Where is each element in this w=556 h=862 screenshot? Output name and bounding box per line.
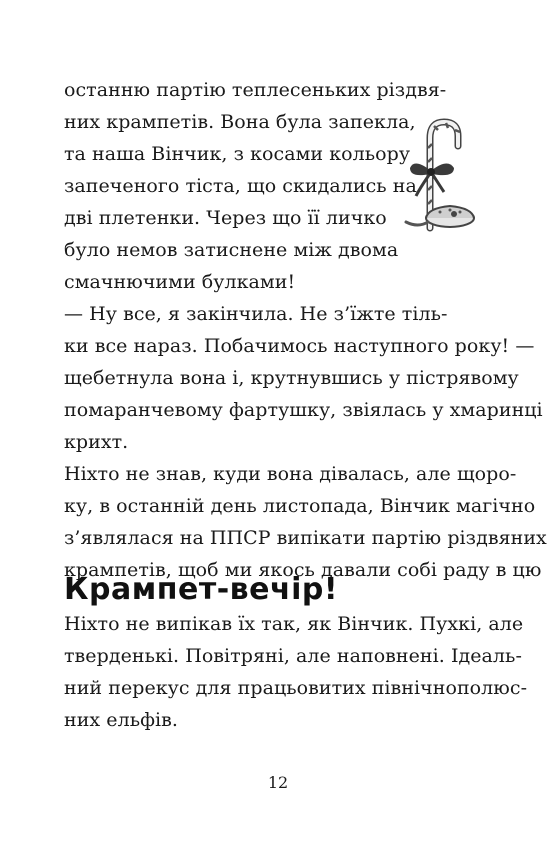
text-line: крампетів, щоб ми якось давали собі раду в цю xyxy=(64,559,542,581)
text-line: ки все нараз. Побачимось наступного року! — xyxy=(64,335,535,357)
text-line: щебетнула вона і, крутнувшись у пістрявому xyxy=(64,367,519,389)
candy-cane-with-bow-and-crumpet-icon xyxy=(400,118,480,236)
text-line: ку, в останній день листопада, Вінчик магічно xyxy=(64,495,536,517)
text-line: помаранчевому фартушку, звіялась у хмаринці xyxy=(64,399,543,421)
text-line: ний перекус для працьовитих північнополюс- xyxy=(64,677,528,699)
text-line: було немов затиснене між двома xyxy=(64,239,399,261)
page-number: 12 xyxy=(267,773,289,792)
text-line: смачнючими булками! xyxy=(64,271,296,293)
text-line: запеченого тіста, що скидались на xyxy=(64,175,417,197)
text-line: Ніхто не випікав їх так, як Вінчик. Пухкі, але xyxy=(64,613,524,635)
text-line: тверденькі. Повітряні, але наповнені. Ідеаль- xyxy=(64,645,522,667)
text-line: останню партію теплесеньких різдвя- xyxy=(64,79,447,101)
text-line: — Ну все, я закінчила. Не з’їжте тіль- xyxy=(64,303,448,325)
text-line: з’являлася на ППСР випікати партію різдвяних xyxy=(64,527,547,549)
text-line: них ельфів. xyxy=(64,709,178,731)
text-line: дві плетенки. Через що її личко xyxy=(64,207,387,229)
text-line: Ніхто не знав, куди вона дівалась, але щоро- xyxy=(64,463,517,485)
text-line: них крампетів. Вона була запекла, xyxy=(64,111,416,133)
section-heading: Крампет-вечір! xyxy=(64,572,339,607)
text-line: крихт. xyxy=(64,431,129,453)
text-line: та наша Вінчик, з косами кольору xyxy=(64,143,411,165)
